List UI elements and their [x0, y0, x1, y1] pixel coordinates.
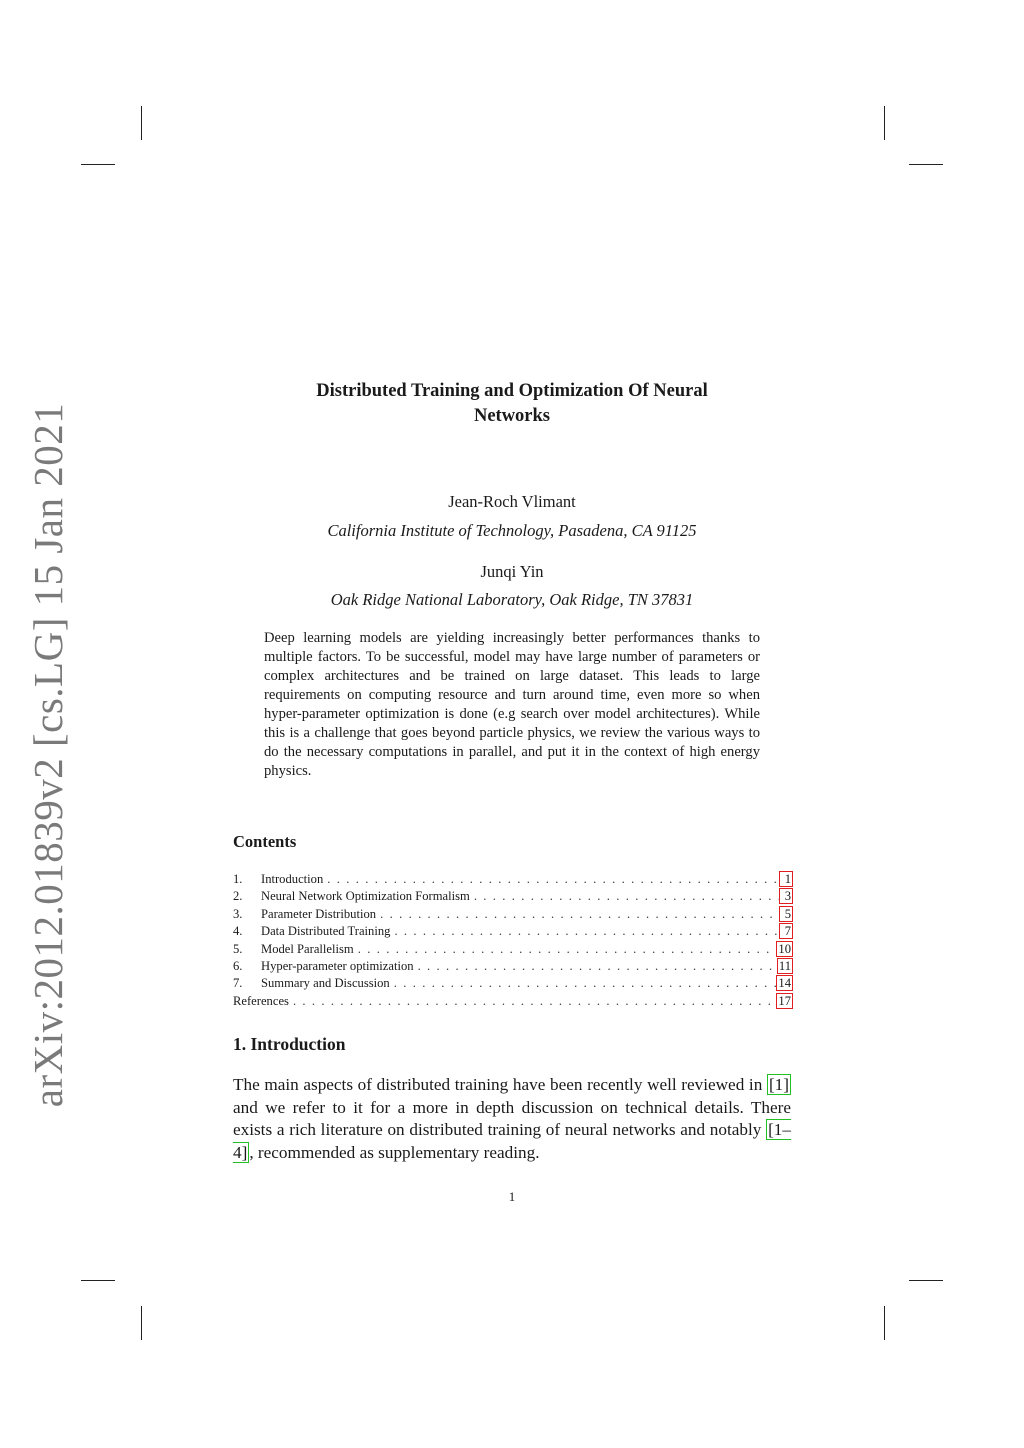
toc-page-link[interactable]: 3	[779, 888, 793, 904]
citation-link[interactable]: [1]	[768, 1075, 789, 1094]
page-number: 1	[508, 1189, 516, 1204]
crop-mark	[141, 1306, 142, 1340]
toc-number: 7.	[233, 976, 243, 991]
citation-link[interactable]: [1–4]	[233, 1120, 791, 1162]
toc-entry[interactable]	[233, 923, 793, 940]
body-text-segment: The main aspects of distributed training have been recently well reviewed in	[233, 1075, 767, 1094]
toc-entry[interactable]	[233, 871, 793, 888]
section-heading: 1. Introduction	[233, 1034, 346, 1054]
crop-mark	[909, 1280, 943, 1281]
toc-number: 4.	[233, 924, 243, 939]
toc-number: 5.	[233, 941, 243, 956]
crop-mark	[81, 164, 115, 165]
toc-title: Introduction	[261, 872, 324, 886]
toc-number: 2.	[233, 889, 243, 904]
toc-leader	[418, 958, 777, 975]
toc-leader	[394, 923, 779, 940]
crop-mark	[884, 106, 885, 140]
author-affiliation: Oak Ridge National Laboratory, Oak Ridge, TN 37831	[330, 590, 694, 609]
author-affiliation: California Institute of Technology, Pasadena, CA 91125	[327, 521, 697, 540]
toc-title: Neural Network Optimization Formalism	[261, 889, 470, 904]
author-name: Junqi Yin	[480, 562, 544, 581]
toc-title: Parameter Distribution	[261, 906, 377, 921]
toc-number: 3.	[233, 906, 243, 921]
toc-title: Data Distributed Training	[261, 924, 391, 939]
toc-number: 6.	[233, 958, 243, 973]
toc-number: 1.	[233, 872, 243, 886]
author-name: Jean-Roch Vlimant	[448, 492, 576, 511]
toc-title: References	[233, 993, 289, 1008]
toc-page-link[interactable]: 1	[779, 871, 793, 887]
toc-title: Hyper-parameter optimization	[261, 958, 414, 973]
crop-mark	[141, 106, 142, 140]
toc-leader	[394, 975, 777, 992]
arxiv-identifier: arXiv:2012.01839v2 [cs.LG] 15 Jan 2021	[25, 402, 71, 1108]
title-line: Networks	[473, 406, 551, 426]
toc-entry-references[interactable]	[233, 993, 793, 1010]
toc-leader	[327, 871, 779, 888]
abstract: Deep learning models are yielding increasingly better performances thanks to multiple factors. To be successful, model may have large number of parameters or complex architectures and be trained on large dataset. This leads to large requirements on computing resource and turn around time, even more so when hyper-parameter optimization is done (e.g search over model architectures). While this is a challenge that goes beyond particle physics, we review the various ways to do the necessary computations in parallel, and put it in the context of high energy physics.	[264, 630, 760, 779]
toc-leader	[358, 941, 777, 958]
contents-heading: Contents	[233, 832, 297, 851]
crop-mark	[884, 1306, 885, 1340]
paper-title	[0, 379, 1024, 429]
title-line: Distributed Training and Optimization Of Neural	[316, 381, 708, 401]
crop-mark	[81, 1280, 115, 1281]
toc-leader	[380, 906, 779, 923]
toc-page-link[interactable]: 11	[778, 958, 791, 973]
toc-page-link[interactable]: 14	[778, 976, 791, 991]
crop-mark	[909, 164, 943, 165]
toc-leader	[474, 888, 779, 905]
toc-page-link[interactable]: 7	[779, 923, 793, 939]
toc-page-link[interactable]: 5	[779, 906, 793, 922]
table-of-contents	[233, 871, 793, 1010]
body-text-segment: and we refer to it for a more in depth discussion on technical details. There exists a rich literature on distributed training of neural networks and notably	[233, 1097, 791, 1139]
toc-page-link[interactable]: 10	[778, 941, 791, 956]
toc-title: Model Parallelism	[261, 941, 354, 956]
toc-entry[interactable]	[233, 888, 793, 905]
toc-entry[interactable]	[233, 906, 793, 923]
toc-title: Summary and Discussion	[261, 976, 390, 991]
toc-leader	[293, 993, 776, 1010]
body-text-segment: , recommended as supplementary reading.	[249, 1142, 540, 1162]
toc-page-link[interactable]: 17	[778, 993, 791, 1008]
toc-entry[interactable]	[233, 958, 793, 975]
toc-entry[interactable]	[233, 975, 793, 992]
toc-entry[interactable]	[233, 941, 793, 958]
section-body	[233, 1074, 791, 1164]
